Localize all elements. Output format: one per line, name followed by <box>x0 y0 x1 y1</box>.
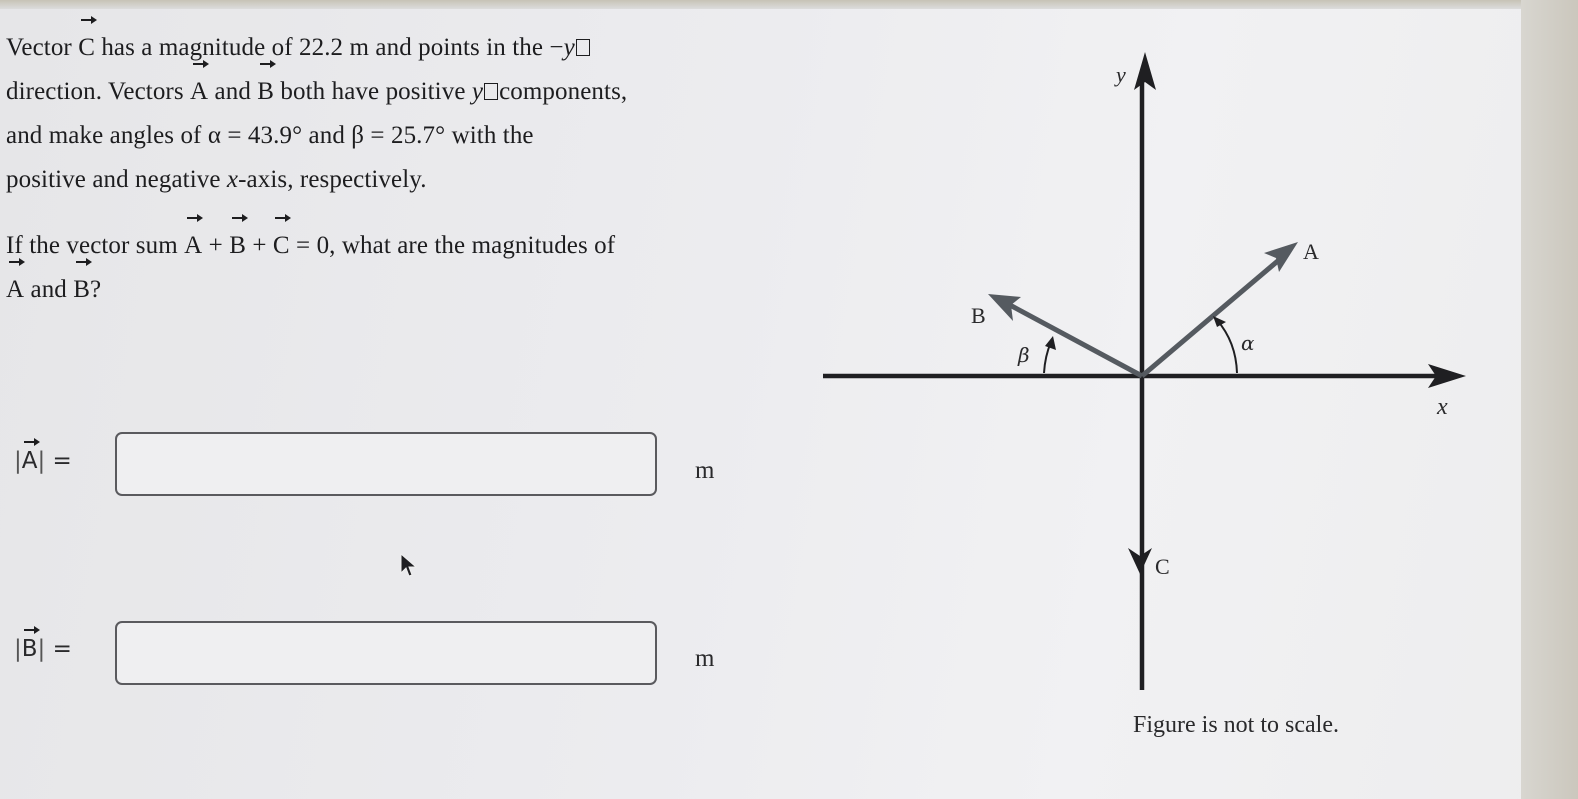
statement-text: -axis, respectively. <box>238 166 427 193</box>
abs-bar: | <box>14 636 22 662</box>
equals-sign: = <box>45 448 72 474</box>
vector-a-symbol: A <box>6 268 24 312</box>
statement-text: direction. Vectors <box>6 78 191 105</box>
vector-a-arrow <box>1142 242 1298 376</box>
x-variable: x <box>226 166 239 193</box>
abs-bar: | <box>37 636 46 662</box>
magnitude-b-unit: m <box>695 645 715 672</box>
vector-c-symbol: C <box>273 224 290 268</box>
y-variable: y <box>563 34 575 61</box>
beta-label: β <box>1018 343 1030 367</box>
statement-text: Vector <box>6 34 79 61</box>
statement-text: positive and negative <box>6 166 227 193</box>
question-text: ? <box>90 276 102 303</box>
vector-b-arrow <box>988 294 1142 376</box>
x-axis-label: x <box>1437 394 1448 420</box>
vector-a-symbol: A <box>21 448 38 474</box>
statement-text: and <box>208 78 258 105</box>
statement-text: both have positive <box>274 78 472 105</box>
vector-a-symbol: A <box>184 224 202 268</box>
figure-scale-note: Figure is not to scale. <box>1133 712 1339 738</box>
beta-angle-arc <box>1044 336 1056 373</box>
vector-c-symbol: C <box>78 26 95 70</box>
question-text: = 0, what are the magnitudes of <box>289 232 616 259</box>
alpha-angle-arc <box>1213 316 1237 373</box>
vector-c-label: C <box>1155 554 1170 579</box>
vector-b-symbol: B <box>257 70 274 114</box>
question-text: If the vector sum <box>6 232 185 259</box>
alpha-label: α <box>1241 331 1255 355</box>
vector-b-label: B <box>971 303 986 328</box>
abs-bar: | <box>14 448 22 474</box>
magnitude-a-unit: m <box>695 457 715 484</box>
vector-b-symbol: B <box>21 636 38 662</box>
y-variable: y <box>471 78 484 105</box>
question-text: and <box>24 276 74 303</box>
vector-a-label: A <box>1303 239 1319 264</box>
y-axis-label: y <box>1116 62 1126 87</box>
question-text: + <box>202 232 230 259</box>
statement-text: components, <box>499 78 628 105</box>
equals-sign: = <box>45 636 72 662</box>
statement-text: and make angles of α = 43.9° and β = 25.7° with the <box>6 122 534 149</box>
abs-bar: | <box>37 448 46 474</box>
question-text: + <box>245 232 273 259</box>
vector-b-symbol: B <box>229 224 246 268</box>
statement-text: has a magnitude of 22.2 m and points in the − <box>94 34 564 61</box>
vector-b-symbol: B <box>73 268 90 312</box>
vector-a-symbol: A <box>190 70 208 114</box>
